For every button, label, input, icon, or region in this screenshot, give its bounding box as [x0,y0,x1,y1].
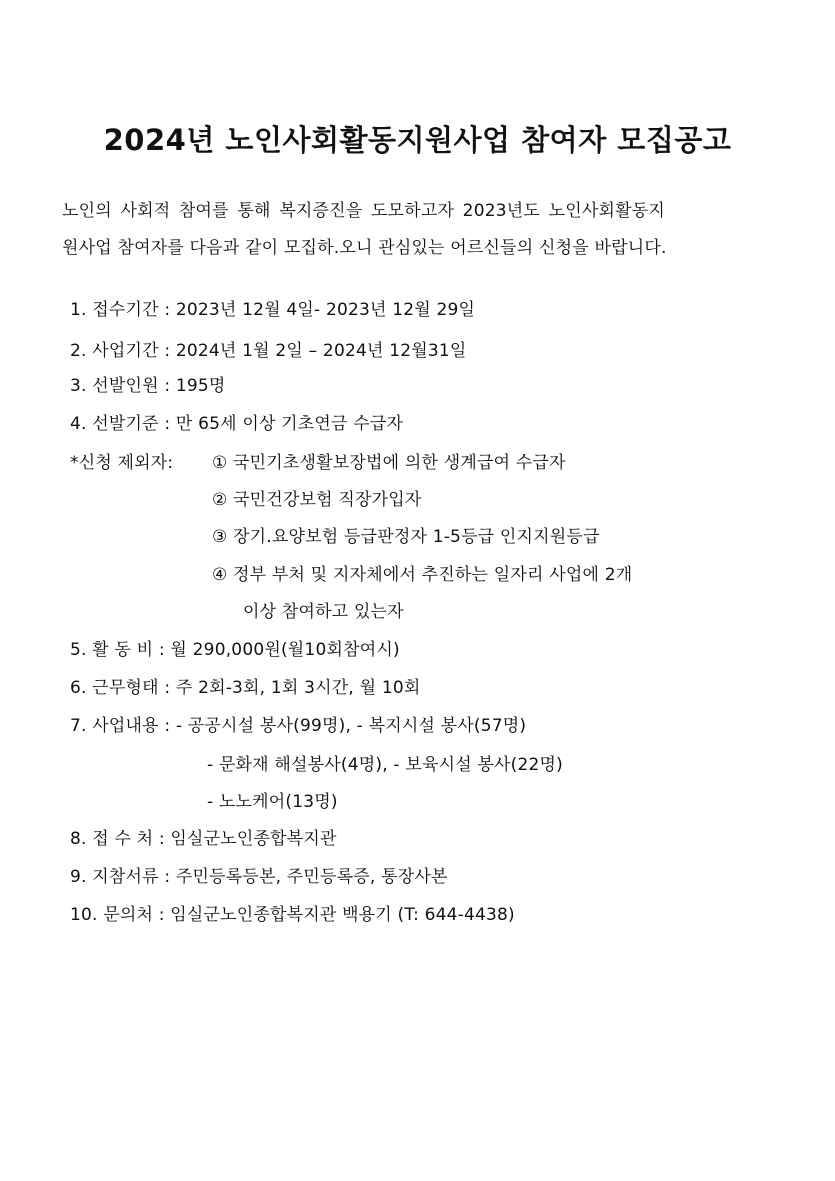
item-selection-count: 3. 선발인원 : 195명 [70,376,226,396]
intro-line-1: 노인의 사회적 참여를 통해 복지증진을 도모하고자 2023년도 노인사회활동지 [62,201,665,221]
exclusion-label: *신청 제외자: [70,453,174,473]
exclusion-item-2: ② 국민건강보험 직장가입자 [212,490,422,510]
item-activity-fee: 5. 활 동 비 : 월 290,000원(월10회참여시) [70,640,400,660]
intro-line-2: 원사업 참여자를 다음과 같이 모집하.오니 관심있는 어르신들의 신청을 바랍니다. [62,238,667,258]
exclusion-item-4-cont: 이상 참여하고 있는자 [243,602,404,622]
item-selection-criteria: 4. 선발기준 : 만 65세 이상 기초연금 수급자 [70,414,404,434]
item-required-documents: 9. 지참서류 : 주민등록등본, 주민등록증, 통장사본 [70,867,448,887]
exclusion-item-1: ① 국민기초생활보장법에 의한 생계급여 수급자 [212,453,566,473]
item-reception-period: 1. 접수기간 : 2023년 12월 4일- 2023년 12월 29일 [70,300,476,320]
business-content-line-2: - 문화재 해설봉사(4명), - 보육시설 봉사(22명) [207,755,563,775]
document-title: 2024년 노인사회활동지원사업 참여자 모집공고 [103,123,732,157]
item-business-period: 2. 사업기간 : 2024년 1월 2일 – 2024년 12월31일 [70,341,467,361]
item-work-type: 6. 근무형태 : 주 2회-3회, 1회 3시간, 월 10회 [70,678,421,698]
item-business-content: 7. 사업내용 : - 공공시설 봉사(99명), - 복지시설 봉사(57명) [70,716,527,736]
exclusion-item-3: ③ 장기.요양보험 등급판정자 1-5등급 인지지원등급 [212,527,600,547]
item-reception-place: 8. 접 수 처 : 임실군노인종합복지관 [70,829,337,849]
business-content-line-3: - 노노케어(13명) [207,792,338,812]
item-inquiry: 10. 문의처 : 임실군노인종합복지관 백용기 (T: 644-4438) [70,905,515,925]
exclusion-item-4: ④ 정부 부처 및 지자체에서 추진하는 일자리 사업에 2개 [212,565,633,585]
